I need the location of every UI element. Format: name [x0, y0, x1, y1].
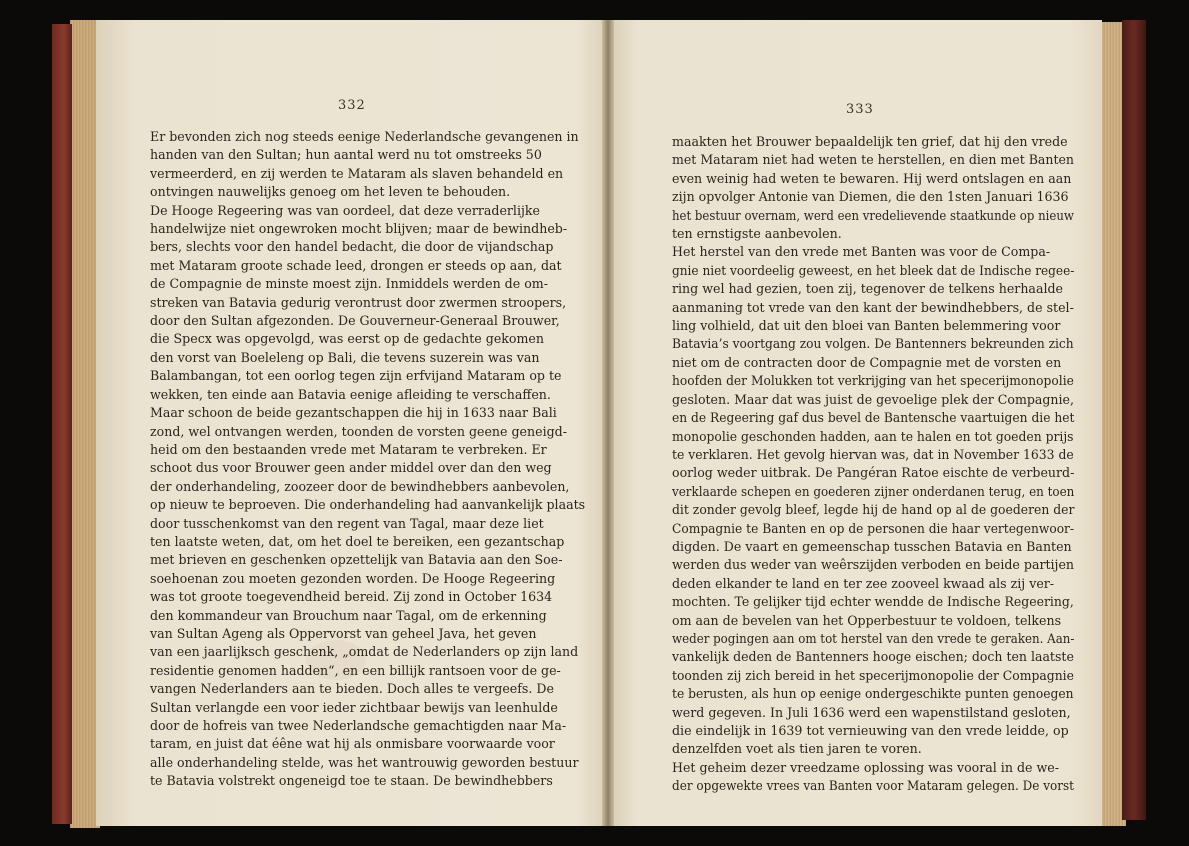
right-book-cover — [1122, 20, 1146, 820]
text-line: om aan de bevelen van het Opperbestuur te voldoen, telkens — [672, 612, 1062, 628]
page-number: 332 — [338, 98, 366, 113]
text-line: der onderhandeling, zoozeer door de bewindhebbers aanbevolen, — [150, 478, 570, 494]
text-line: deden elkander te land en ter zee zooveel kwaad als zij ver- — [672, 575, 1055, 591]
text-line: ten ernstigste aanbevolen. — [672, 226, 842, 242]
text-line: zijn opvolger Antonie van Diemen, die den 1sten Januari 1636 — [672, 189, 1069, 205]
right-page-text — [672, 133, 1074, 796]
text-line: Balambangan, tot een oorlog tegen zijn erfvijand Mataram op te — [150, 368, 562, 384]
text-line: het bestuur overnam, werd een vredelievende staatkunde op nieuw — [672, 207, 1074, 223]
text-line: werden dus weder van weêrszijden verboden en beide partijen — [672, 557, 1075, 573]
text-line: heid om den bestaanden vrede met Mataram te verbreken. Er — [150, 441, 547, 457]
text-line: van een jaarlijksch geschenk, „omdat de Nederlanders op zijn land — [150, 644, 579, 660]
text-line: ten laatste weten, dat, om het doel te bereiken, een gezantschap — [150, 533, 565, 549]
text-line: zond, wel ontvangen werden, toonden de vorsten geene geneigd- — [150, 423, 567, 439]
text-line: dit zonder gevolg bleef, legde hij de hand op al de goederen der — [672, 502, 1075, 518]
text-line: niet om de contracten door de Compagnie met de vorsten en — [672, 354, 1062, 370]
text-line: Het herstel van den vrede met Banten was voor de Compa- — [672, 244, 1051, 260]
text-line: Er bevonden zich nog steeds eenige Nederlandsche gevangenen in — [150, 129, 579, 144]
text-line: was tot groote toegevendheid bereid. Zij zond in October 1634 — [150, 589, 553, 605]
text-line: Maar schoon de beide gezantschappen die hij in 1633 naar Bali — [150, 405, 557, 421]
text-line: oorlog weder uitbrak. De Pangéran Ratoe eischte de verbeurd- — [672, 465, 1075, 481]
text-line: De Hooge Regeering was van oordeel, dat deze verraderlijke — [150, 202, 540, 218]
text-line: gnie niet voordeelig geweest, en het bleek dat de Indische regee- — [672, 262, 1075, 278]
text-line: die eindelijk in 1639 tot vernieuwing van den vrede leidde, op — [672, 723, 1069, 738]
text-line: schoot dus voor Brouwer geen ander middel over dan den weg — [150, 460, 552, 476]
text-line: verklaarde schepen en goederen zijner onderdanen terug, en toen — [672, 483, 1075, 499]
text-line: bers, slechts voor den handel bedacht, die door de vijandschap — [150, 239, 554, 255]
text-line: met Mataram groote schade leed, drongen er steeds op aan, dat — [150, 257, 562, 273]
text-line: ontvingen nauwelijks genoeg om het leven te behouden. — [150, 184, 511, 200]
text-line: te berusten, als hun op eenige ondergeschikte punten genoegen — [672, 686, 1074, 702]
text-line: door tusschenkomst van den regent van Tagal, maar deze liet — [150, 515, 544, 531]
text-line: ring wel had gezien, toen zij, tegenover de telkens herhaalde — [672, 281, 1063, 297]
text-line: werd gegeven. In Juli 1636 werd een wapenstilstand gesloten, — [672, 704, 1071, 720]
text-line: gesloten. Maar dat was juist de gevoelige plek der Compagnie, — [672, 391, 1074, 407]
text-line: residentie genomen hadden“, en een billijk rantsoen voor de ge- — [150, 662, 561, 678]
text-line: door de hofreis van twee Nederlandsche gemachtigden naar Ma- — [150, 718, 567, 733]
text-line: handen van den Sultan; hun aantal werd nu tot omstreeks 50 — [150, 147, 542, 163]
book-gutter — [602, 20, 614, 826]
text-line: wekken, ten einde aan Batavia eenige afleiding te verschaffen. — [150, 386, 551, 402]
text-line: taram, en juist dat éêne wat hij als onmisbare voorwaarde voor — [150, 736, 555, 752]
text-line: aanmaning tot vrede van den kant der bewindhebbers, de stel- — [672, 299, 1074, 315]
left-book-cover — [52, 24, 72, 824]
left-page-text — [150, 128, 586, 791]
text-line: en de Regeering gaf dus bevel de Bantensche vaartuigen die het — [672, 410, 1075, 426]
text-line: die Specx was opgevolgd, was eerst op de gedachte gekomen — [150, 331, 544, 347]
text-line: Het geheim dezer vreedzame oplossing was vooral in de we- — [672, 759, 1059, 775]
text-line: digden. De vaart en gemeenschap tusschen Batavia en Banten — [672, 538, 1072, 554]
text-line: streken van Batavia gedurig verontrust door zwermen stroopers, — [150, 294, 567, 310]
text-line: door den Sultan afgezonden. De Gouverneur-Generaal Brouwer, — [150, 313, 560, 329]
text-line: vankelijk deden de Bantenners hooge eischen; doch ten laatste — [672, 649, 1074, 665]
page-number: 333 — [846, 102, 874, 117]
text-line: den vorst van Boeleleng op Bali, die tevens suzerein was van — [150, 349, 540, 365]
text-line: den kommandeur van Brouchum naar Tagal, om de erkenning — [150, 607, 547, 623]
text-line: soehoenan zou moeten gezonden worden. De Hooge Regeering — [150, 570, 556, 586]
text-line: met Mataram niet had weten te herstellen, en dien met Banten — [672, 152, 1074, 168]
text-line: Batavia’s voortgang zou volgen. De Bantenners bekreunden zich — [672, 336, 1074, 352]
text-line: vangen Nederlanders aan te bieden. Doch alles te vergeefs. De — [150, 681, 554, 697]
text-line: der opgewekte vrees van Banten voor Mataram gelegen. De vorst — [672, 778, 1074, 794]
text-line: hoofden der Molukken tot verkrijging van het specerijmonopolie — [672, 373, 1074, 389]
text-line: ling volhield, dat uit den bloei van Banten belemmering voor — [672, 318, 1061, 334]
text-line: monopolie geschonden hadden, aan te halen en tot goeden prijs — [672, 428, 1074, 444]
text-line: toonden zij zich bereid in het specerijmonopolie der Compagnie — [672, 667, 1074, 683]
text-line: denzelfden voet als tien jaren te voren. — [672, 741, 922, 757]
text-line: van Sultan Ageng als Oppervorst van geheel Java, het geven — [150, 625, 537, 641]
text-line: maakten het Brouwer bepaaldelijk ten grief, dat hij den vrede — [672, 134, 1068, 149]
text-line: Sultan verlangde een voor ieder zichtbaar bewijs van leenhulde — [150, 699, 558, 715]
text-line: te verklaren. Het gevolg hiervan was, dat in November 1633 de — [672, 446, 1074, 462]
text-line: even weinig had weten te bewaren. Hij werd ontslagen en aan — [672, 170, 1072, 186]
text-line: vermeerderd, en zij werden te Mataram als slaven behandeld en — [150, 165, 564, 181]
left-page — [96, 20, 610, 826]
text-line: alle onderhandeling stelde, was het wantrouwig geworden bestuur — [150, 754, 579, 770]
text-line: handelwijze niet ongewroken mocht blijven; maar de bewindheb- — [150, 221, 568, 237]
right-page — [608, 20, 1102, 826]
text-line: te Batavia volstrekt ongeneigd toe te staan. De bewindhebbers — [150, 773, 553, 789]
text-line: Compagnie te Banten en op de personen die haar vertegenwoor- — [672, 520, 1075, 536]
text-line: met brieven en geschenken opzettelijk van Batavia aan den Soe- — [150, 552, 563, 568]
text-line: weder pogingen aan om tot herstel van den vrede te geraken. Aan- — [672, 630, 1075, 646]
text-line: op nieuw te beproeven. Die onderhandeling had aanvankelijk plaats — [150, 497, 586, 513]
text-line: mochten. Te gelijker tijd echter wendde de Indische Regeering, — [672, 594, 1074, 610]
text-line: de Compagnie de minste moest zijn. Inmiddels werden de om- — [150, 276, 548, 292]
